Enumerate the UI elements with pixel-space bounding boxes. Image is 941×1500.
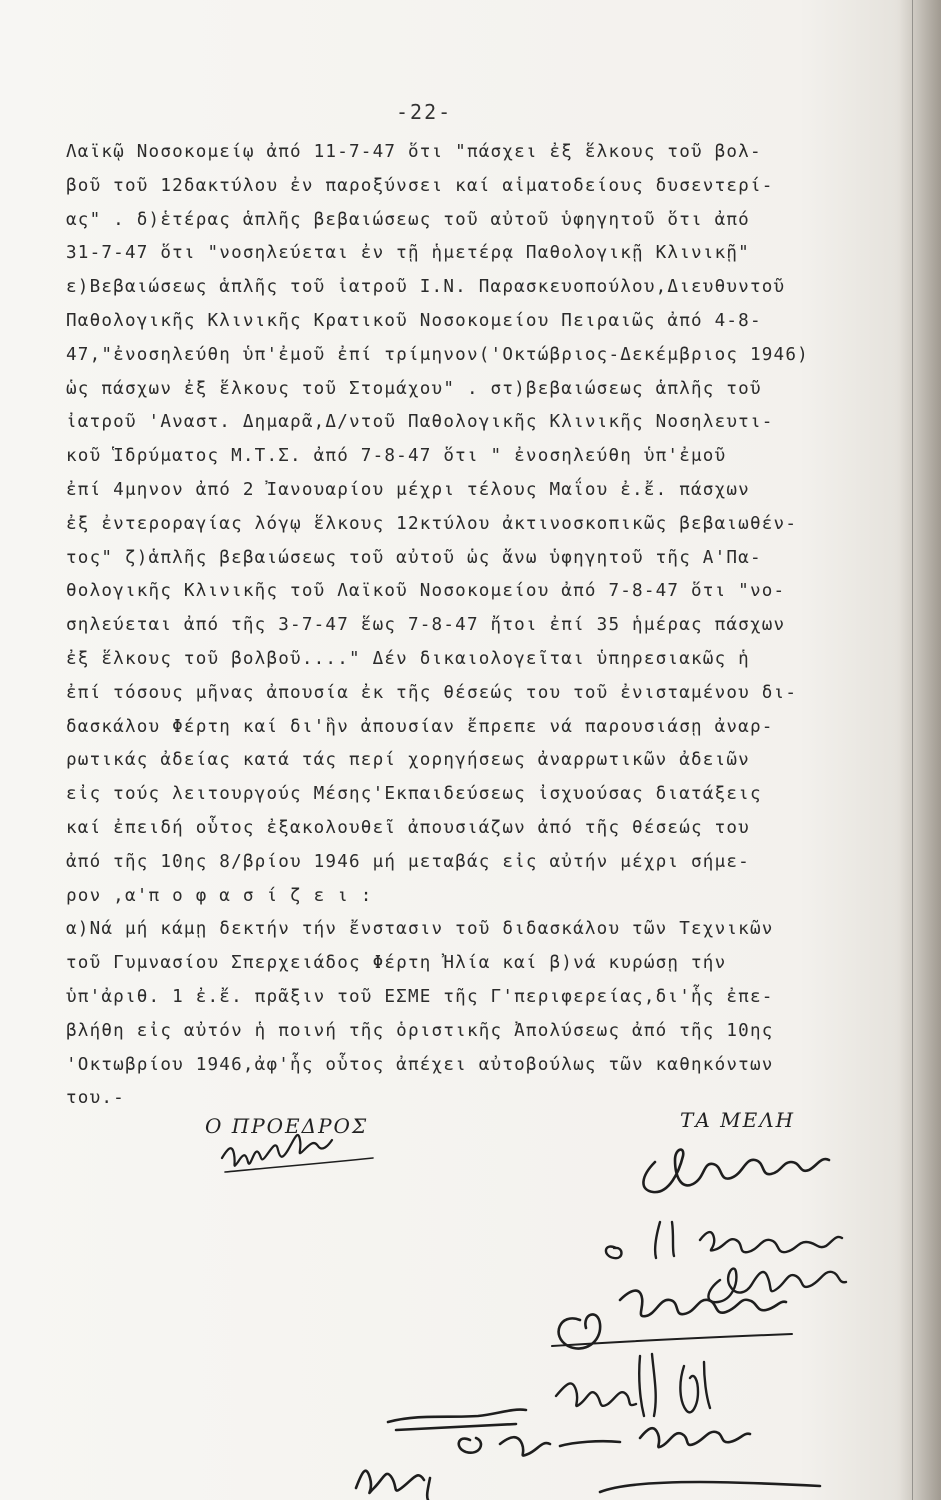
- text-line: ἐπί τόσους μῆνας ἀπουσία ἐκ τῆς θέσεώς του τοῦ ἐνισταμένου δι-: [66, 682, 798, 703]
- typed-body-text: [66, 136, 896, 1116]
- president-signature: [222, 1135, 373, 1172]
- text-line: τοῦ Γυμνασίου Σπερχειάδος Φέρτη Ἠλία καί β)νά κυρώσῃ τήν: [66, 953, 727, 974]
- text-line: ας" . δ)ἑτέρας ἁπλῆς βεβαιώσεως τοῦ αὐτοῦ ὑφηγητοῦ ὅτι ἀπό: [66, 209, 750, 230]
- text-line: Λαϊκῷ Νοσοκομείῳ ἀπό 11-7-47 ὅτι "πάσχει ἐξ ἕλκους τοῦ βολ-: [66, 142, 762, 162]
- member-signature-4: [552, 1291, 792, 1349]
- text-line: δασκάλου Φέρτη καί δι'ἣν ἀπουσίαν ἔπρεπε νά παρουσιάσῃ ἀναρ-: [66, 716, 774, 737]
- text-line: καί ἐπειδή οὗτος ἐξακολουθεῖ ἀπουσιάζων ἀπό τῆς θέσεώς του: [66, 817, 750, 838]
- member-signature-2: [606, 1222, 842, 1258]
- members-title: ΤΑ ΜΕΛΗ: [680, 1108, 796, 1132]
- text-line: τος" ζ)ἁπλῆς βεβαιώσεως τοῦ αὐτοῦ ὡς ἄνω ὑφηγητοῦ τῆς Α'Πα-: [66, 547, 762, 568]
- text-line: ὑπ'ἀριθ. 1 ἐ.ἔ. πρᾶξιν τοῦ ΕΣΜΕ τῆς Γ'περιφερείας,δι'ἧς ἐπε-: [66, 986, 774, 1007]
- text-line: 31-7-47 ὅτι "νοσηλεύεται ἐν τῇ ἡμετέρᾳ Παθολογικῇ Κλινικῇ": [66, 243, 750, 264]
- text-line: ρον ,α'π ο φ α σ ί ζ ε ι :: [66, 885, 373, 906]
- text-line: 47,"ἐνοσηλεύθη ὑπ'ἐμοῦ ἐπί τρίμηνον('Οκτώβριος-Δεκέμβριος 1946): [66, 344, 809, 365]
- text-line: ρωτικάς ἀδείας κατά τάς περί χορηγήσεως ἀναρρωτικῶν ἀδειῶν: [66, 750, 750, 771]
- text-line: ἰατροῦ 'Αναστ. Δημαρᾶ,Δ/ντοῦ Παθολογικῆς Κλινικῆς Νοσηλευτι-: [66, 412, 774, 433]
- member-signature-7: [356, 1471, 820, 1500]
- text-line: ἐπί 4μηνον ἀπό 2 Ἰανουαρίου μέχρι τέλους Μαΐου ἐ.ἔ. πάσχων: [66, 479, 750, 500]
- text-line: 'Οκτωβρίου 1946,ἀφ'ἧς οὗτος ἀπέχει αὐτοβούλως τῶν καθηκόντων: [66, 1054, 774, 1075]
- text-line: ἐξ ἐντεροραγίας λόγῳ ἕλκους 12κτύλου ἀκτινοσκοπικῶς βεβαιωθέν-: [66, 513, 798, 534]
- text-line: του.-: [66, 1088, 125, 1109]
- text-line: ἐξ ἕλκους τοῦ βολβοῦ...." Δέν δικαιολογεῖται ὑπηρεσιακῶς ἡ: [66, 648, 750, 669]
- text-line: βλήθη εἰς αὐτόν ἡ ποινή τῆς ὁριστικῆς Ἀπολύσεως ἀπό τῆς 10ης: [66, 1020, 774, 1041]
- text-line: σηλεύεται ἀπό τῆς 3-7-47 ἕως 7-8-47 ἤτοι ἐπί 35 ἡμέρας πάσχων: [66, 615, 786, 636]
- member-signature-1: [643, 1150, 829, 1193]
- text-line: κοῦ Ἱδρύματος Μ.Τ.Σ. ἀπό 7-8-47 ὅτι " ἐνοσηλεύθη ὑπ'ἐμοῦ: [66, 446, 727, 467]
- text-line: α)Νά μή κάμῃ δεκτήν τήν ἔνστασιν τοῦ διδασκάλου τῶν Τεχνικῶν: [66, 919, 774, 940]
- text-line: εἰς τούς λειτουργούς Μέσης'Εκπαιδεύσεως ἰσχυούσας διατάξεις: [66, 784, 762, 805]
- president-title: Ο ΠΡΟΕΔΡΟΣ: [205, 1114, 369, 1138]
- page-number: -22-: [396, 100, 453, 124]
- text-line: ε)Βεβαιώσεως ἁπλῆς τοῦ ἰατροῦ Ι.Ν. Παρασκευοπούλου,Διευθυντοῦ: [66, 277, 786, 298]
- signatures-drawing: [0, 1100, 941, 1500]
- text-line: θολογικῆς Κλινικῆς τοῦ Λαϊκοῦ Νοσοκομείου ἀπό 7-8-47 ὅτι "νο-: [66, 581, 786, 602]
- text-line: ἀπό τῆς 10ης 8/βρίου 1946 μή μεταβάς εἰς αὐτήν μέχρι σήμε-: [66, 851, 750, 872]
- member-signature-5: [556, 1354, 710, 1416]
- text-line: Παθολογικῆς Κλινικῆς Κρατικοῦ Νοσοκομείου Πειραιῶς ἀπό 4-8-: [66, 310, 762, 331]
- text-line: ὡς πάσχων ἐξ ἕλκους τοῦ Στομάχου" . στ)βεβαιώσεως ἁπλῆς τοῦ: [66, 378, 762, 399]
- text-line: βοῦ τοῦ 12δακτύλου ἐν παροξύνσει καί αἱματοδείους δυσεντερί-: [66, 175, 774, 196]
- member-signature-3: [708, 1269, 846, 1303]
- signature-area: [0, 1100, 941, 1500]
- member-signature-6: [388, 1410, 750, 1456]
